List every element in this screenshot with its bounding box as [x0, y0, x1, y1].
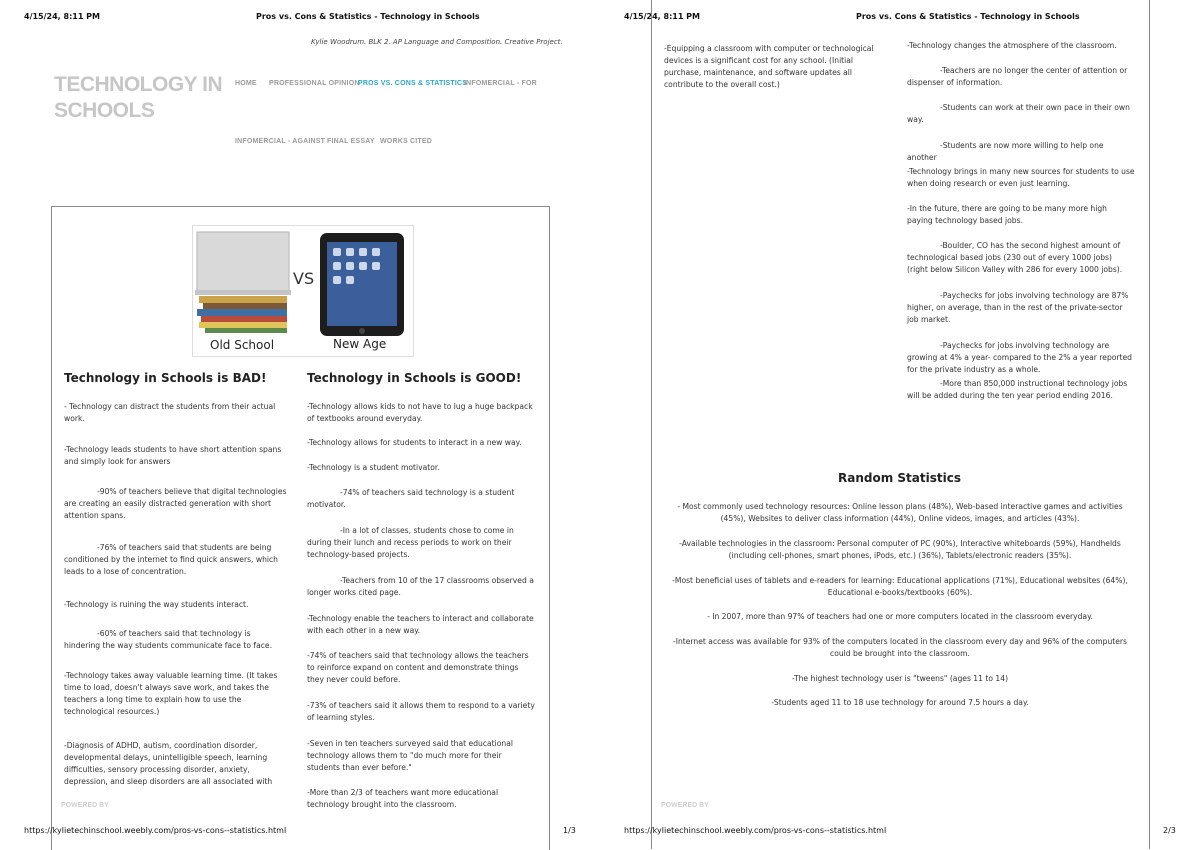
good-item: -Technology allows kids to not have to lug a huge backpack of textbooks around everyday. [307, 402, 533, 423]
good-item: -Seven in ten teachers surveyed said that educational technology allows them to "do much more for their students than ever before." [307, 739, 513, 772]
old-vs-new-image [192, 225, 414, 357]
random-stat: - In 2007, more than 97% of teachers had one or more computers located in the classroom everyday. [707, 612, 1093, 621]
good-item: -Paychecks for jobs involving technology are 87% higher, on average, than in the rest of the private-sector job market. [907, 291, 1129, 324]
nav-works-cited[interactable]: WORKS CITED [380, 138, 432, 145]
print-page-1 [0, 0, 600, 849]
random-stat: - Most commonly used technology resources: Online lesson plans (48%), Web-based interactive games and activities (45%), Websites to deliver class information (44%), Online videos, images, and articles (43%). [677, 502, 1123, 523]
nav-home[interactable]: HOME [235, 80, 257, 87]
good-item: -Boulder, CO has the second highest amount of technological based jobs (230 out of every 1000 jobs) (right below Silicon Valley with 286 for every 1000 jobs). [907, 241, 1123, 274]
bad-item: -Technology leads students to have short attention spans and simply look for answers [64, 445, 282, 466]
good-item: -In the future, there are going to be many more high paying technology based jobs. [907, 204, 1107, 225]
nav-infomercial-against[interactable]: INFOMERCIAL - AGAINST [235, 138, 326, 145]
good-item: -Students are now more willing to help one another [907, 141, 1104, 162]
good-item: -Technology is a student motivator. [307, 463, 440, 472]
good-item: -Paychecks for jobs involving technology are growing at 4% a year- compared to the 2% a year reported for the private industry as a whole. [907, 341, 1133, 374]
random-stat: -Most beneficial uses of tablets and e-readers for learning: Educational applications (71%), Educational websites (64%), Educational e-books/textbooks (60%). [672, 576, 1128, 597]
good-item: -In a lot of classes, students chose to come in during their lunch and recess periods to work on their technology-based projects. [307, 526, 514, 559]
content-box [651, 0, 1150, 849]
author-credit: Kylie Woodrum. BLK 2. AP Language and Composition. Creative Project. [311, 38, 563, 46]
good-item: -Technology changes the atmosphere of the classroom. [907, 41, 1117, 50]
site-title-line1: TECHNOLOGY IN [54, 73, 223, 96]
bad-heading: Technology in Schools is BAD! [64, 371, 267, 385]
powered-by[interactable]: POWERED BY [661, 802, 709, 809]
nav-final-essay[interactable]: FINAL ESSAY [327, 138, 375, 145]
new-age-caption: New Age [333, 337, 387, 351]
nav-infomercial-for[interactable]: INFOMERCIAL - FOR [464, 80, 537, 87]
random-stat: -Available technologies in the classroom: Personal computer of PC (90%), Interactive whiteboards (59%), Handhelds (including cell-phones, smart phones, iPods, etc.) (36%), Tablets/electronic readers (35%). [679, 539, 1121, 560]
good-heading: Technology in Schools is GOOD! [307, 371, 522, 385]
old-school-caption: Old School [210, 338, 275, 352]
good-item: -More than 850,000 instructional technology jobs will be added during the ten year period ending 2016. [907, 379, 1128, 400]
good-item: -Technology allows for students to interact in a new way. [307, 438, 522, 447]
bad-item: -60% of teachers said that technology is hindering the way students communicate face to face. [64, 629, 273, 650]
powered-by[interactable]: POWERED BY [61, 802, 109, 809]
print-timestamp: 4/15/24, 8:11 PM [624, 12, 701, 21]
bad-item: -Equipping a classroom with computer or technological devices is a significant cost for any school. (Initial purchase, maintenance, and software updates all contribute to the overall cost.) [664, 44, 874, 89]
print-url: https://kylietechinschool.weebly.com/pros-vs-cons--statistics.html [624, 826, 887, 835]
good-item: -Students can work at their own pace in their own way. [907, 103, 1130, 124]
nav-pros-cons-statistics[interactable]: PROS VS. CONS & STATISTICS [358, 80, 468, 87]
site-title[interactable] [54, 72, 222, 124]
good-item: -Teachers are no longer the center of attention or dispenser of information. [907, 66, 1128, 87]
vs-label: VS [293, 269, 315, 288]
good-item: -Technology enable the teachers to interact and collaborate with each other in a new way. [307, 614, 534, 635]
bad-item: -Technology takes away valuable learning time. (It takes time to load, doesn't always save work, and takes the teachers a long time to explain how to use the technological resources.) [64, 671, 278, 716]
good-item: -Teachers from 10 of the 17 classrooms observed a longer works cited page. [307, 576, 534, 597]
random-statistics-heading: Random Statistics [838, 471, 961, 485]
print-page-2 [600, 0, 1200, 849]
site-title-line2: SCHOOLS [54, 99, 155, 122]
random-stat: -The highest technology user is "tweens" (ages 11 to 14) [791, 674, 1009, 683]
print-page-title: Pros vs. Cons & Statistics - Technology in Schools [256, 12, 480, 21]
bad-item: - Technology can distract the students from their actual work. [64, 402, 276, 423]
bad-item: -Technology is ruining the way students interact. [64, 600, 249, 609]
bad-item: -76% of teachers said that students are being conditioned by the internet to find quick answers, which leads to a lose of concentration. [64, 543, 278, 576]
print-page-number: 2/3 [1163, 826, 1176, 835]
good-item: -74% of teachers said technology is a student motivator. [307, 488, 515, 509]
print-url: https://kylietechinschool.weebly.com/pros-vs-cons--statistics.html [24, 826, 287, 835]
print-page-title: Pros vs. Cons & Statistics - Technology in Schools [856, 12, 1080, 21]
nav-professional-opinion[interactable]: PROFESSIONAL OPINION [269, 80, 360, 87]
random-stat: -Internet access was available for 93% of the computers located in the classroom every day and 96% of the computers could be brought into the classroom. [672, 637, 1127, 658]
bad-item: -90% of teachers believe that digital technologies are creating an easily distracted generation with short attention spans. [64, 487, 287, 520]
bad-item: -Diagnosis of ADHD, autism, coordination disorder, developmental delays, unintelligible speech, learning difficulties, sensory processing disorder, anxiety, depression, and sleep disorders are all associated with [64, 741, 273, 786]
print-page-number: 1/3 [563, 826, 576, 835]
good-item: -Technology brings in many new sources for students to use when doing research or even just learning. [907, 167, 1135, 188]
good-item: -74% of teachers said that technology allows the teachers to reinforce expand on content and demonstrate things they never could before. [307, 651, 529, 684]
good-item: -More than 2/3 of teachers want more educational technology brought into the classroom. [307, 788, 499, 809]
good-item: -73% of teachers said it allows them to respond to a variety of learning styles. [307, 701, 535, 722]
random-stat: -Students aged 11 to 18 use technology for around 7.5 hours a day. [771, 698, 1029, 707]
print-timestamp: 4/15/24, 8:11 PM [24, 12, 101, 21]
